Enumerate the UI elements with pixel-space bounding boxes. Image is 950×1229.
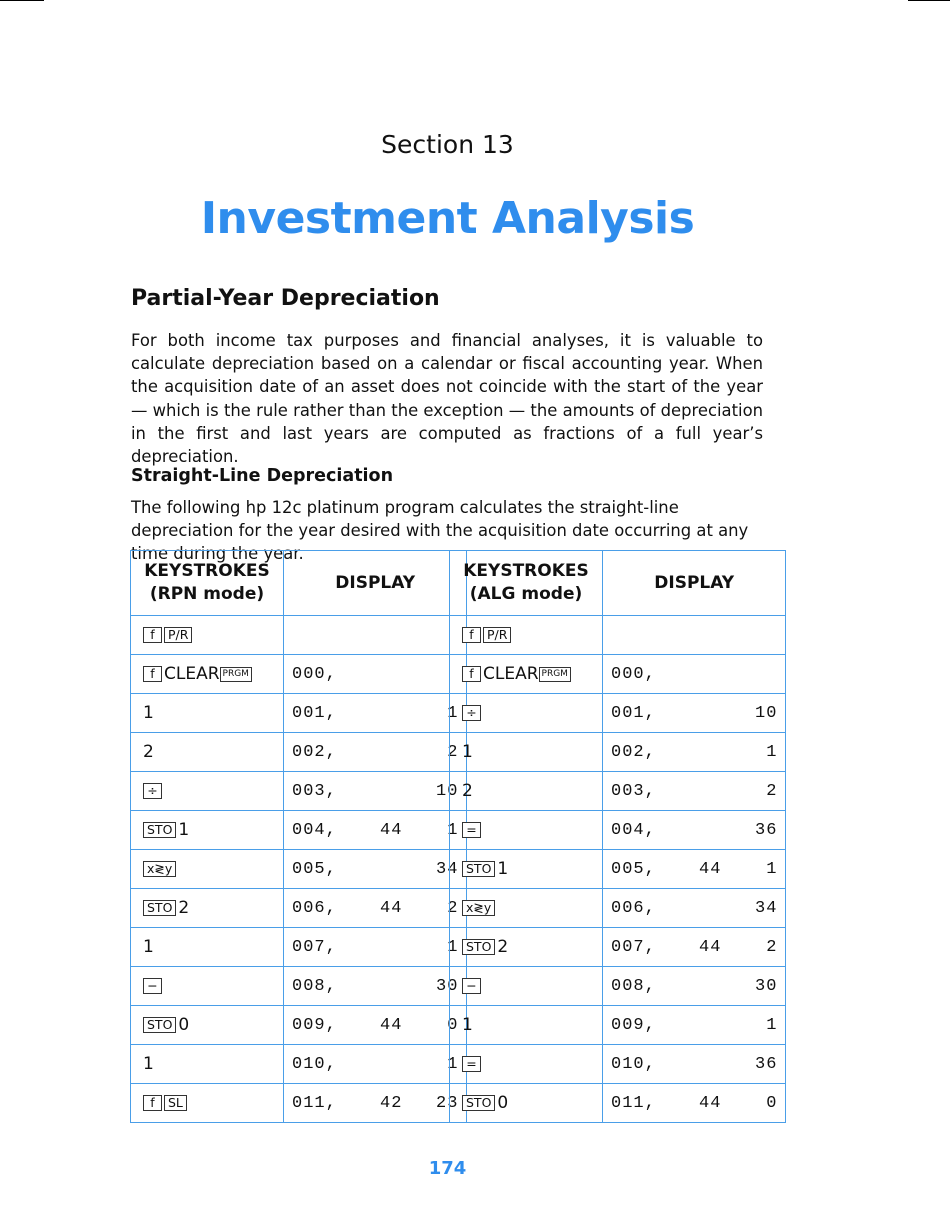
display-opcode xyxy=(380,743,436,762)
table-row xyxy=(131,694,467,733)
table-row xyxy=(131,928,467,967)
calculator-key: ÷ xyxy=(143,783,162,799)
display-value xyxy=(755,665,777,684)
display-value: 2 xyxy=(766,781,778,801)
display-opcode xyxy=(699,977,755,996)
keystroke-cell xyxy=(131,772,284,811)
calculator-key: STO xyxy=(143,900,176,916)
display-opcode xyxy=(699,782,755,801)
keystrokes-header-line1: KEYSTROKES xyxy=(463,561,589,581)
keystroke-cell xyxy=(450,694,603,733)
calculator-key: − xyxy=(143,978,162,994)
display-header: DISPLAY xyxy=(603,551,786,616)
calculator-key: STO xyxy=(143,1017,176,1033)
keystroke-text: 1 xyxy=(143,1054,154,1074)
display-cell xyxy=(603,1045,786,1084)
keystroke-cell xyxy=(450,655,603,694)
keystroke-cell xyxy=(450,616,603,655)
display-value: 1 xyxy=(766,1015,778,1035)
display-cell xyxy=(284,694,467,733)
display-line-number: 000, xyxy=(611,664,656,684)
alg-keystroke-table xyxy=(449,550,786,1123)
section-label: Section 13 xyxy=(381,130,514,159)
display-line-number: 007, xyxy=(611,937,656,957)
display-line-number: 002, xyxy=(292,742,337,762)
keystroke-cell xyxy=(131,1006,284,1045)
display-line-number: 001, xyxy=(611,703,656,723)
keystroke-cell xyxy=(131,616,284,655)
display-cell xyxy=(603,889,786,928)
table-row xyxy=(131,1084,467,1123)
display-line-number: 010, xyxy=(292,1054,337,1074)
table-row xyxy=(450,811,786,850)
table-row xyxy=(131,811,467,850)
keystroke-cell xyxy=(450,889,603,928)
table-header-row xyxy=(450,551,786,616)
calculator-key: PRGM xyxy=(539,667,571,682)
display-line-number: 005, xyxy=(292,859,337,879)
keystroke-text: 1 xyxy=(462,1015,473,1035)
keystroke-cell xyxy=(450,1006,603,1045)
display-opcode: 44 xyxy=(380,898,403,918)
display-opcode xyxy=(380,665,436,684)
display-opcode: 44 xyxy=(699,937,722,957)
crop-mark-right xyxy=(908,0,950,1)
display-cell xyxy=(284,811,467,850)
display-value: 2 xyxy=(766,937,778,957)
table-row xyxy=(450,1045,786,1084)
keystroke-text: 1 xyxy=(143,937,154,957)
display-cell xyxy=(603,694,786,733)
display-cell xyxy=(284,889,467,928)
calculator-key: SL xyxy=(164,1095,187,1111)
display-line-number: 008, xyxy=(292,976,337,996)
display-value: 36 xyxy=(755,1054,778,1074)
display-opcode xyxy=(699,899,755,918)
display-value: 1 xyxy=(766,742,778,762)
keystroke-text: 2 xyxy=(462,781,473,801)
display-line-number: 006, xyxy=(611,898,656,918)
display-value: 34 xyxy=(436,859,459,879)
display-opcode xyxy=(699,1055,755,1074)
keystroke-cell xyxy=(131,1084,284,1123)
keystroke-cell xyxy=(450,733,603,772)
keystroke-cell xyxy=(450,850,603,889)
display-header: DISPLAY xyxy=(284,551,467,616)
table-row xyxy=(450,967,786,1006)
keystroke-text: 1 xyxy=(178,820,190,840)
program-description: The following hp 12c platinum program calculates the straight-line depreciation for the year desired with the acquisition date occurring at any time during the year. xyxy=(131,498,749,564)
subsection-heading: Straight-Line Depreciation xyxy=(131,466,394,486)
calculator-key: ÷ xyxy=(462,705,481,721)
calculator-key: f xyxy=(143,666,162,682)
crop-mark-left xyxy=(0,0,44,1)
calculator-key: P/R xyxy=(483,627,511,643)
display-value: 0 xyxy=(447,1015,459,1035)
calculator-key: f xyxy=(143,627,162,643)
keystroke-cell xyxy=(450,1045,603,1084)
table-row xyxy=(450,850,786,889)
keystroke-cell xyxy=(131,967,284,1006)
keystroke-cell xyxy=(450,967,603,1006)
section-heading: Partial-Year Depreciation xyxy=(131,286,440,311)
table-row xyxy=(450,889,786,928)
display-cell xyxy=(284,733,467,772)
keystroke-cell xyxy=(450,811,603,850)
page-number: 174 xyxy=(428,1158,467,1179)
display-opcode xyxy=(380,1055,436,1074)
calculator-key: f xyxy=(462,627,481,643)
display-value: 1 xyxy=(447,1054,459,1074)
calculator-key: x≷y xyxy=(143,861,176,877)
table-row xyxy=(450,616,786,655)
display-cell xyxy=(603,928,786,967)
table-row xyxy=(450,1006,786,1045)
display-opcode: 44 xyxy=(380,820,403,840)
display-cell xyxy=(603,1084,786,1123)
display-value: 0 xyxy=(766,1093,778,1113)
keystroke-cell xyxy=(450,1084,603,1123)
display-opcode xyxy=(699,821,755,840)
calculator-key: f xyxy=(143,1095,162,1111)
display-opcode xyxy=(699,704,755,723)
display-value: 23 xyxy=(436,1093,459,1113)
keystroke-cell xyxy=(450,772,603,811)
display-opcode: 44 xyxy=(699,859,722,879)
display-opcode: 44 xyxy=(699,1093,722,1113)
display-cell xyxy=(284,967,467,1006)
keystroke-text: 1 xyxy=(143,703,154,723)
display-line-number: 003, xyxy=(611,781,656,801)
display-opcode xyxy=(380,860,436,879)
display-value: 34 xyxy=(755,898,778,918)
display-cell xyxy=(284,1084,467,1123)
display-value: 2 xyxy=(447,742,459,762)
display-value: 30 xyxy=(436,976,459,996)
display-opcode: 44 xyxy=(380,1015,403,1035)
table-row xyxy=(131,616,467,655)
display-cell xyxy=(284,1045,467,1084)
display-value: 1 xyxy=(766,859,778,879)
display-value: 30 xyxy=(755,976,778,996)
display-opcode xyxy=(380,977,436,996)
table-row xyxy=(131,1045,467,1084)
display-line-number: 003, xyxy=(292,781,337,801)
display-cell xyxy=(603,850,786,889)
display-line-number: 007, xyxy=(292,937,337,957)
display-line-number: 004, xyxy=(611,820,656,840)
table-row xyxy=(450,694,786,733)
display-line-number: 002, xyxy=(611,742,656,762)
display-value: 36 xyxy=(755,820,778,840)
calculator-key: − xyxy=(462,978,481,994)
display-opcode xyxy=(380,704,436,723)
rpn-keystroke-table xyxy=(130,550,467,1123)
keystroke-cell xyxy=(131,889,284,928)
table-row xyxy=(131,1006,467,1045)
display-value: 10 xyxy=(755,703,778,723)
display-cell xyxy=(603,616,786,655)
display-value: 2 xyxy=(447,898,459,918)
display-opcode xyxy=(380,938,436,957)
intro-paragraph: For both income tax purposes and financial analyses, it is valuable to calculate depreciation based on a calendar or fiscal accounting year. When the acquisition date of an asset does not coincide with the start of the year — which is the rule rather than the exception — the amounts of depreciation in the first and last years are computed as fractions of a full year’s depreciation. xyxy=(131,331,763,467)
keystroke-cell xyxy=(131,733,284,772)
display-opcode: 42 xyxy=(380,1093,403,1113)
page-title: Investment Analysis xyxy=(200,193,695,244)
calculator-key: STO xyxy=(462,1095,495,1111)
display-opcode xyxy=(699,743,755,762)
display-cell xyxy=(603,655,786,694)
keystroke-text: 0 xyxy=(178,1015,190,1035)
keystroke-cell xyxy=(131,1045,284,1084)
table-row xyxy=(131,889,467,928)
table-row xyxy=(131,967,467,1006)
keystroke-cell xyxy=(131,850,284,889)
display-cell xyxy=(284,1006,467,1045)
keystrokes-header-line2: (ALG mode) xyxy=(469,584,583,604)
calculator-key: STO xyxy=(462,861,495,877)
table-row xyxy=(131,850,467,889)
display-line-number: 004, xyxy=(292,820,337,840)
display-value: 1 xyxy=(447,937,459,957)
display-line-number: 009, xyxy=(611,1015,656,1035)
display-cell xyxy=(603,733,786,772)
keystrokes-header xyxy=(131,551,284,616)
keystroke-cell xyxy=(131,811,284,850)
keystroke-text: 1 xyxy=(497,859,509,879)
table-row xyxy=(131,655,467,694)
display-value: 1 xyxy=(447,703,459,723)
keystroke-text: 0 xyxy=(497,1093,509,1113)
keystroke-text: 1 xyxy=(462,742,473,762)
keystroke-text: 2 xyxy=(178,898,190,918)
keystrokes-header xyxy=(450,551,603,616)
keystroke-text: CLEAR xyxy=(164,664,220,684)
display-line-number: 006, xyxy=(292,898,337,918)
keystrokes-header-line1: KEYSTROKES xyxy=(144,561,270,581)
display-cell xyxy=(284,850,467,889)
display-cell xyxy=(284,772,467,811)
display-line-number: 005, xyxy=(611,859,656,879)
calculator-key: PRGM xyxy=(220,667,252,682)
keystroke-text: CLEAR xyxy=(483,664,539,684)
calculator-key: f xyxy=(462,666,481,682)
display-line-number: 008, xyxy=(611,976,656,996)
keystrokes-header-line2: (RPN mode) xyxy=(149,584,265,604)
display-opcode xyxy=(699,665,755,684)
display-line-number: 009, xyxy=(292,1015,337,1035)
keystroke-cell xyxy=(131,655,284,694)
calculator-key: x≷y xyxy=(462,900,495,916)
display-line-number: 000, xyxy=(292,664,337,684)
keystroke-cell xyxy=(131,694,284,733)
calculator-key: = xyxy=(462,1056,481,1072)
keystroke-text: 2 xyxy=(143,742,154,762)
display-value: 10 xyxy=(436,781,459,801)
table-header-row xyxy=(131,551,467,616)
keystroke-text: 2 xyxy=(497,937,509,957)
display-cell xyxy=(603,811,786,850)
display-cell xyxy=(603,772,786,811)
display-line-number: 011, xyxy=(292,1093,337,1113)
table-row xyxy=(450,1084,786,1123)
table-row xyxy=(131,772,467,811)
display-line-number: 011, xyxy=(611,1093,656,1113)
display-cell xyxy=(603,967,786,1006)
table-row xyxy=(450,772,786,811)
keystroke-cell xyxy=(450,928,603,967)
calculator-key: P/R xyxy=(164,627,192,643)
table-row xyxy=(450,928,786,967)
display-line-number: 001, xyxy=(292,703,337,723)
calculator-key: STO xyxy=(462,939,495,955)
calculator-key: = xyxy=(462,822,481,838)
display-cell xyxy=(284,616,467,655)
display-cell xyxy=(603,1006,786,1045)
display-cell xyxy=(284,655,467,694)
display-opcode xyxy=(699,1016,755,1035)
display-opcode xyxy=(380,782,436,801)
table-row xyxy=(450,655,786,694)
calculator-key: STO xyxy=(143,822,176,838)
display-value: 1 xyxy=(447,820,459,840)
table-row xyxy=(131,733,467,772)
display-cell xyxy=(284,928,467,967)
table-row xyxy=(450,733,786,772)
keystroke-cell xyxy=(131,928,284,967)
display-line-number: 010, xyxy=(611,1054,656,1074)
